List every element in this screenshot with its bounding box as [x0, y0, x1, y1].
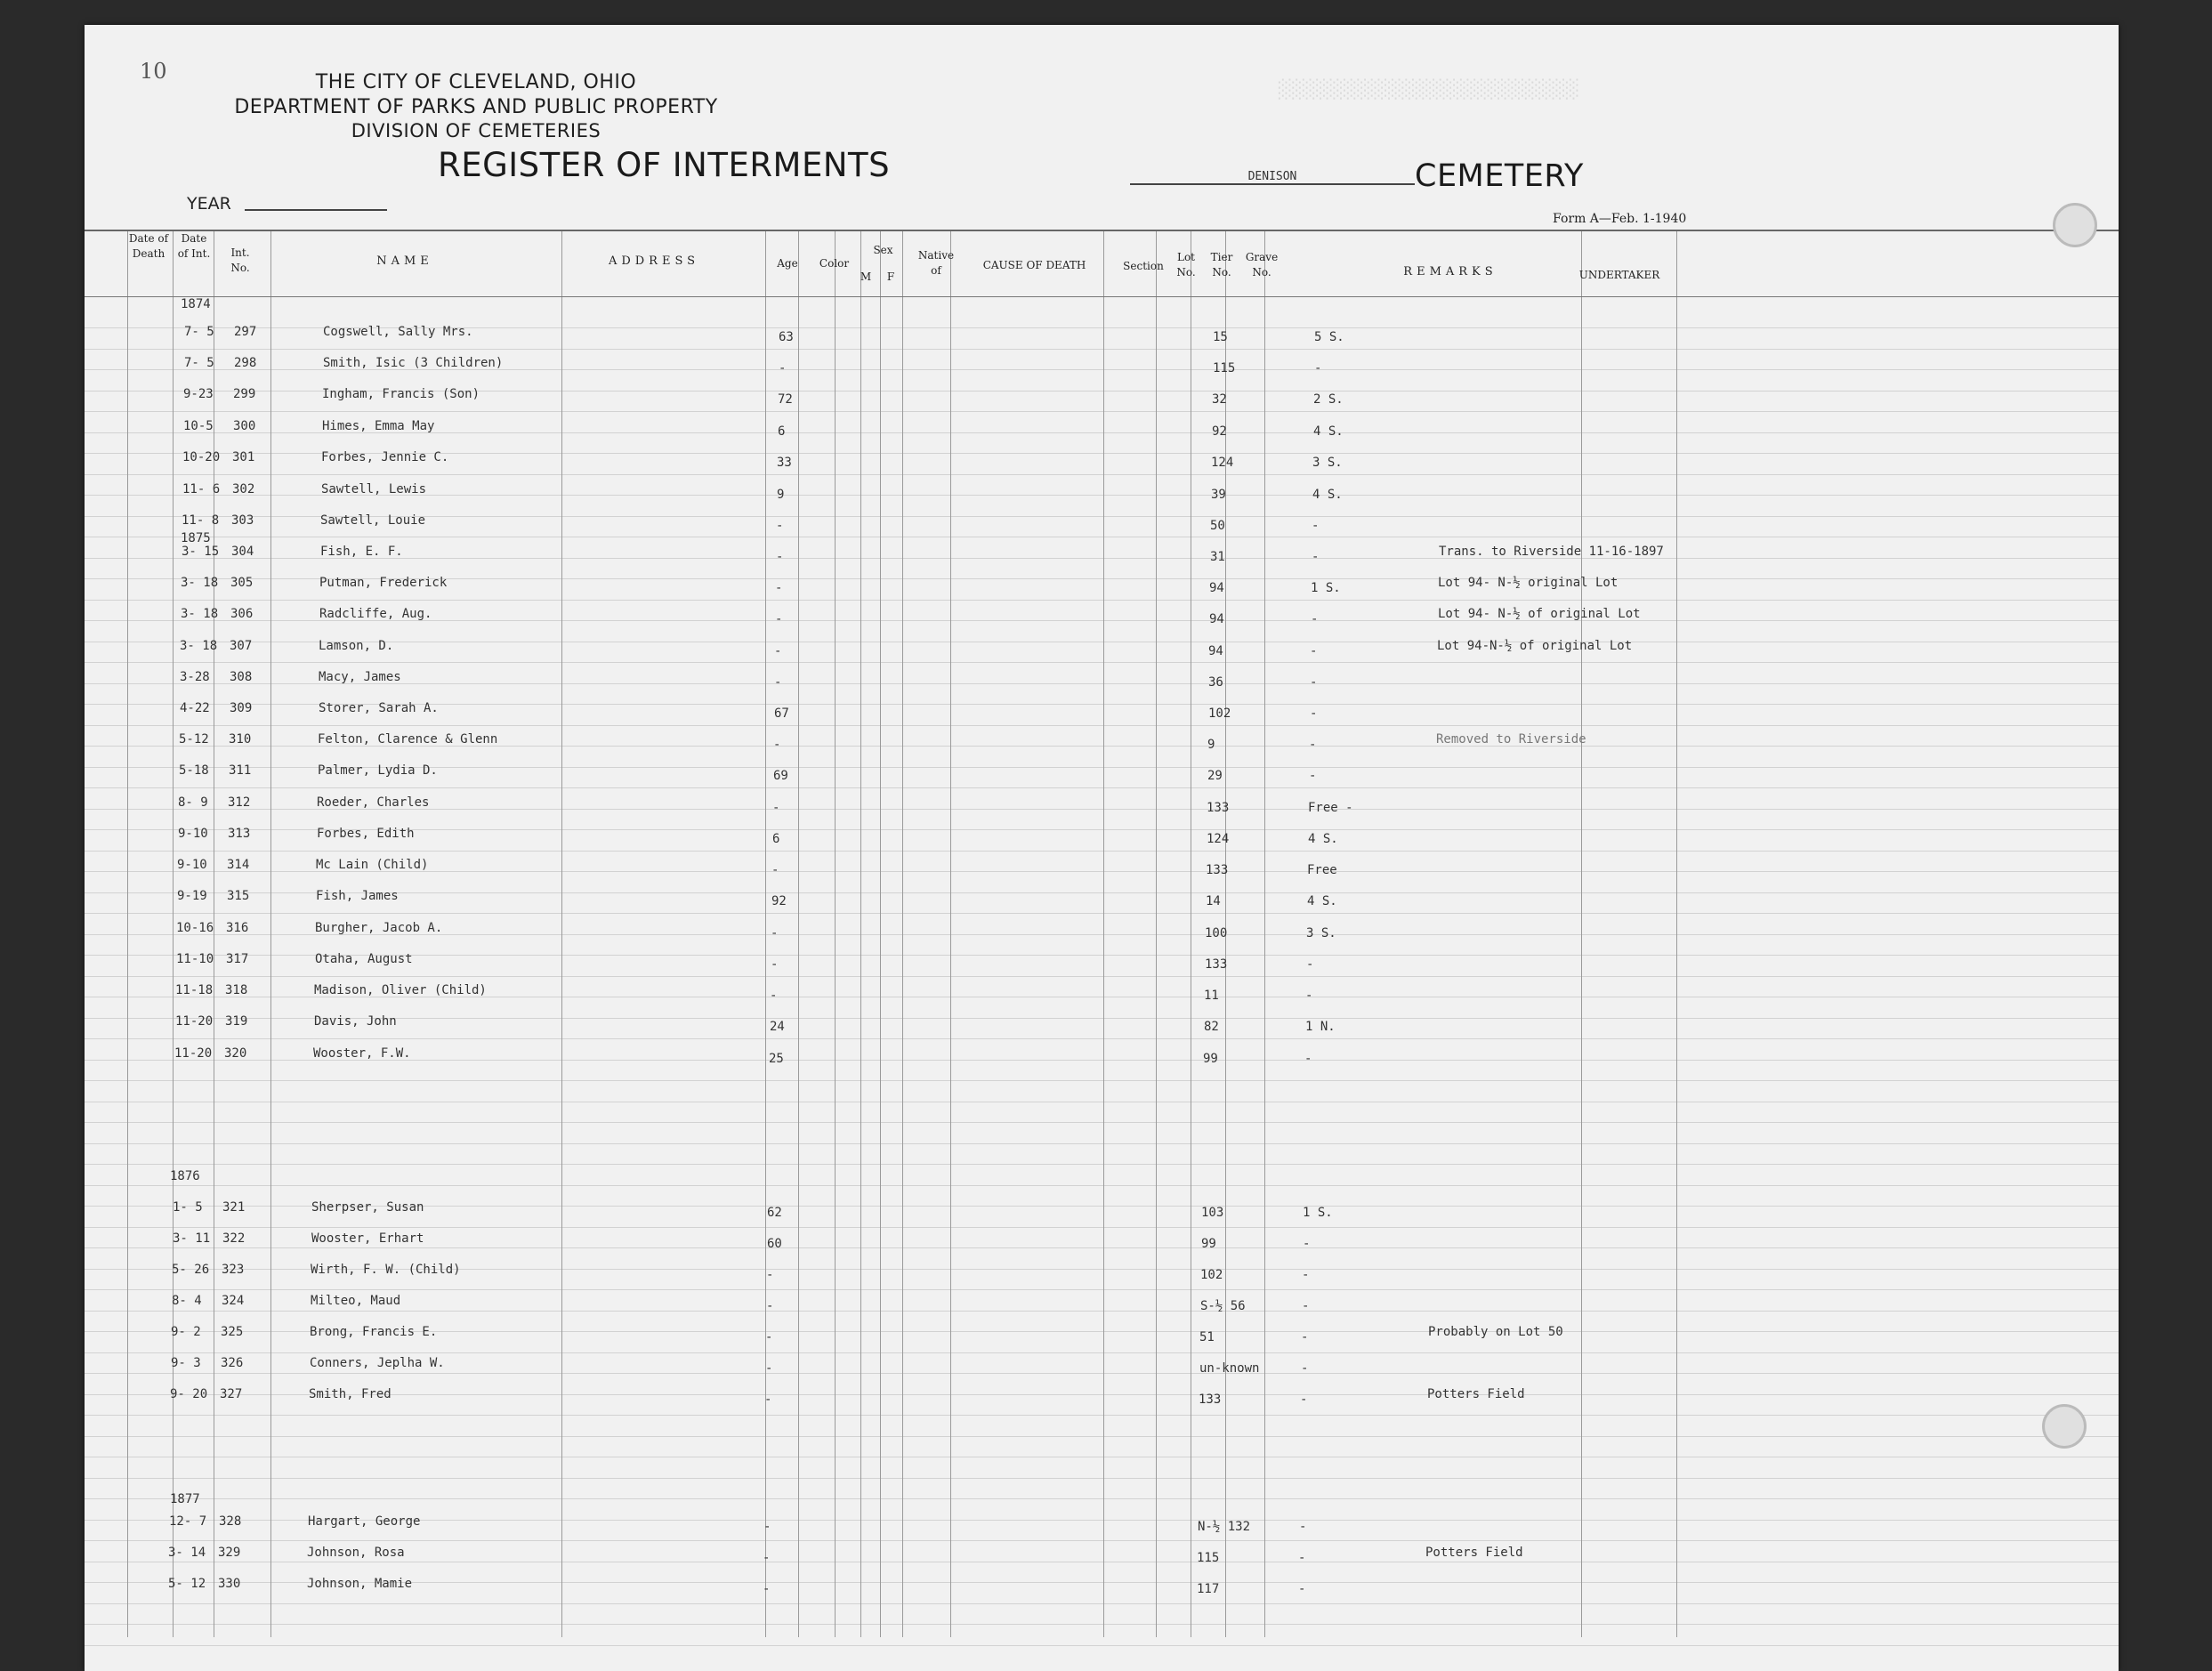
age-value: - [763, 1582, 771, 1596]
date-of-interment: 3- 11 [173, 1231, 211, 1246]
binder-hole [2042, 1404, 2087, 1449]
age-value: 62 [767, 1206, 782, 1220]
interment-number: 322 [222, 1231, 246, 1246]
col-sex: Sex [873, 244, 893, 256]
lot-number: 36 [1208, 675, 1223, 690]
decedent-name: Felton, Clarence & Glenn [318, 732, 498, 747]
col-native-of: Native of [917, 249, 955, 277]
grave-number: Free - [1308, 801, 1353, 815]
lot-number: 31 [1210, 550, 1225, 564]
page-number: 10 [140, 59, 167, 84]
lot-number: 82 [1204, 1020, 1219, 1034]
year-field-line [245, 209, 387, 211]
ledger-line [85, 913, 2119, 914]
age-value: 67 [774, 706, 789, 721]
age-value: - [779, 361, 787, 375]
lot-number: un-known [1199, 1361, 1260, 1376]
age-value: - [771, 863, 779, 877]
interment-number: 303 [231, 513, 254, 528]
header-department: DEPARTMENT OF PARKS AND PUBLIC PROPERTY [234, 96, 718, 118]
ledger-line [85, 600, 2119, 601]
column-divider [561, 231, 562, 1637]
date-of-interment: 11-20 [174, 1046, 213, 1061]
lot-number: 115 [1197, 1551, 1220, 1565]
interment-number: 301 [232, 450, 255, 464]
lot-number: 94 [1208, 644, 1223, 658]
date-of-interment: 9-19 [177, 889, 207, 903]
lot-number: 124 [1211, 456, 1234, 470]
decedent-name: Hargart, George [308, 1514, 421, 1529]
decedent-name: Davis, John [314, 1014, 397, 1029]
decedent-name: Fish, James [316, 889, 399, 903]
decedent-name: Johnson, Rosa [307, 1546, 405, 1560]
date-of-interment: 5- 26 [172, 1263, 210, 1277]
decedent-name: Storer, Sarah A. [319, 701, 439, 715]
lot-number: 100 [1205, 926, 1228, 940]
decedent-name: Wooster, F.W. [313, 1046, 411, 1061]
grave-number: 1 S. [1303, 1206, 1333, 1220]
decedent-name: Mc Lain (Child) [316, 858, 429, 872]
grave-number: - [1311, 612, 1319, 626]
lot-number: 32 [1212, 392, 1227, 407]
interment-number: 325 [221, 1325, 244, 1339]
ledger-line [85, 1247, 2119, 1248]
ledger-line [85, 1122, 2119, 1123]
remarks-text: Potters Field [1425, 1546, 1523, 1560]
col-cause-of-death: CAUSE OF DEATH [982, 259, 1086, 271]
column-divider [127, 231, 128, 1637]
date-of-interment: 3- 14 [168, 1546, 206, 1560]
ledger-line [85, 1352, 2119, 1353]
lot-number: 133 [1199, 1392, 1222, 1407]
date-of-interment: 3-28 [180, 670, 210, 684]
ledger-line [85, 851, 2119, 852]
remarks-text: Lot 94-N-½ of original Lot [1437, 639, 1633, 653]
grave-number: - [1299, 1520, 1307, 1534]
grave-number: 5 S. [1314, 330, 1344, 344]
register-page [85, 25, 2119, 1671]
remarks-text: Lot 94- N-½ original Lot [1438, 576, 1619, 590]
lot-number: 133 [1205, 957, 1228, 972]
col-sex-f: F [886, 270, 895, 283]
date-of-interment: 10-16 [176, 921, 214, 935]
grave-number: - [1306, 957, 1314, 972]
decedent-name: Sherpser, Susan [311, 1200, 424, 1215]
grave-number: - [1312, 550, 1320, 564]
grave-number: 2 S. [1313, 392, 1344, 407]
date-of-interment: 10-5 [183, 419, 214, 433]
col-undertaker: UNDERTAKER [1578, 269, 1660, 281]
grave-number: - [1312, 519, 1320, 533]
decedent-name: Madison, Oliver (Child) [314, 983, 487, 997]
interment-number: 308 [230, 670, 253, 684]
col-remarks: REMARKS [1403, 265, 1498, 278]
ledger-line [85, 1373, 2119, 1374]
grave-number: - [1301, 1330, 1309, 1344]
decedent-name: Johnson, Mamie [307, 1577, 413, 1591]
remarks-text: Trans. to Riverside 11-16-1897 [1439, 545, 1664, 559]
date-of-interment: 10-20 [182, 450, 221, 464]
column-divider [860, 231, 861, 1637]
date-of-interment: 1- 5 [173, 1200, 203, 1215]
date-of-interment: 9-10 [177, 858, 207, 872]
year-marker: 1874 [181, 297, 211, 311]
col-date-of-death: Date of Death [128, 232, 169, 260]
decedent-name: Smith, Fred [309, 1387, 392, 1401]
ledger-line [85, 1436, 2119, 1437]
decedent-name: Brong, Francis E. [310, 1325, 438, 1339]
year-marker: 1875 [181, 531, 211, 545]
column-divider [1264, 231, 1265, 1637]
decedent-name: Ingham, Francis (Son) [322, 387, 480, 401]
date-of-interment: 3- 15 [182, 545, 220, 559]
binder-hole [2053, 203, 2097, 247]
interment-number: 304 [231, 545, 254, 559]
column-divider [950, 231, 951, 1637]
date-of-interment: 4-22 [180, 701, 210, 715]
date-of-interment: 11- 6 [182, 482, 221, 496]
ledger-line [85, 1645, 2119, 1646]
ledger-line [85, 725, 2119, 726]
form-label: Form A—Feb. 1-1940 [1553, 212, 1687, 226]
col-date-of-int: Date of Int. [177, 232, 211, 260]
grave-number: - [1298, 1582, 1306, 1596]
remarks-text: Potters Field [1427, 1387, 1525, 1401]
lot-number: 29 [1207, 769, 1223, 783]
ledger-line [85, 1227, 2119, 1228]
grave-number: 4 S. [1307, 894, 1337, 908]
date-of-interment: 9- 20 [170, 1387, 208, 1401]
column-divider [1103, 231, 1104, 1637]
grave-number: - [1309, 769, 1317, 783]
year-label: YEAR [187, 194, 231, 214]
grave-number: - [1314, 361, 1322, 375]
date-of-interment: 11-10 [176, 952, 214, 966]
age-value: - [776, 519, 784, 533]
date-of-interment: 8- 4 [172, 1294, 202, 1308]
grave-number: Free [1307, 863, 1337, 877]
date-of-interment: 3- 18 [180, 639, 218, 653]
age-value: 24 [770, 1020, 785, 1034]
age-value: 25 [769, 1052, 784, 1066]
date-of-interment: 3- 18 [181, 607, 219, 621]
age-value: 6 [772, 832, 780, 846]
lot-number: 15 [1213, 330, 1228, 344]
lot-number: S-½ 56 [1200, 1299, 1246, 1313]
col-int-no: Int. No. [230, 246, 250, 274]
ledger-line [85, 787, 2119, 788]
lot-number: 124 [1207, 832, 1230, 846]
ledger-line [85, 1415, 2119, 1416]
ledger-line [85, 474, 2119, 475]
grave-number: - [1302, 1299, 1310, 1313]
interment-number: 309 [230, 701, 253, 715]
cemetery-label: CEMETERY [1415, 158, 1584, 194]
grave-number: - [1302, 1268, 1310, 1282]
age-value: - [763, 1551, 771, 1565]
age-value: - [773, 738, 781, 752]
age-value: - [774, 675, 782, 690]
interment-number: 311 [229, 763, 252, 778]
date-of-interment: 5-12 [179, 732, 209, 747]
year-marker: 1877 [170, 1492, 200, 1506]
decedent-name: Forbes, Jennie C. [321, 450, 449, 464]
column-divider [902, 231, 903, 1637]
interment-number: 310 [229, 732, 252, 747]
decedent-name: Lamson, D. [319, 639, 394, 653]
ledger-line [85, 1498, 2119, 1499]
col-name: NAME [376, 254, 433, 268]
grave-number: - [1310, 644, 1318, 658]
decedent-name: Palmer, Lydia D. [318, 763, 438, 778]
interment-number: 328 [219, 1514, 242, 1529]
interment-number: 316 [226, 921, 249, 935]
lot-number: 94 [1209, 581, 1224, 595]
date-of-interment: 11-18 [175, 983, 214, 997]
column-divider [798, 231, 799, 1637]
interment-number: 312 [228, 795, 251, 810]
grave-number: - [1305, 989, 1313, 1003]
age-value: - [765, 1330, 773, 1344]
age-value: 60 [767, 1237, 782, 1251]
age-value: 69 [773, 769, 788, 783]
interment-number: 329 [218, 1546, 241, 1560]
header-bottom-border [85, 296, 2119, 297]
decedent-name: Macy, James [319, 670, 401, 684]
date-of-interment: 7- 5 [184, 356, 214, 370]
col-lot-no: Lot No. [1176, 251, 1196, 278]
grave-number: - [1310, 675, 1318, 690]
ledger-line [85, 1080, 2119, 1081]
decedent-name: Putman, Frederick [319, 576, 448, 590]
grave-number: 3 S. [1306, 926, 1336, 940]
decedent-name: Wirth, F. W. (Child) [311, 1263, 461, 1277]
lot-number: 50 [1210, 519, 1225, 533]
interment-number: 330 [218, 1577, 241, 1591]
date-of-interment: 7- 5 [184, 325, 214, 339]
date-of-interment: 9-10 [178, 827, 208, 841]
date-of-interment: 11- 8 [182, 513, 220, 528]
col-color: Color [819, 257, 850, 270]
date-of-interment: 12- 7 [169, 1514, 207, 1529]
lot-number: 94 [1209, 612, 1224, 626]
interment-number: 307 [230, 639, 253, 653]
date-of-interment: 9-23 [183, 387, 214, 401]
header-division: DIVISION OF CEMETERIES [351, 120, 601, 141]
interment-number: 300 [233, 419, 256, 433]
col-grave-no: Grave No. [1245, 251, 1279, 278]
lot-number: 99 [1203, 1052, 1218, 1066]
page-title: REGISTER OF INTERMENTS [438, 146, 891, 184]
header-top-border [85, 230, 2119, 231]
decedent-name: Sawtell, Louie [320, 513, 426, 528]
col-address: ADDRESS [608, 254, 700, 268]
decedent-name: Otaha, August [315, 952, 413, 966]
year-marker: 1876 [170, 1169, 200, 1183]
date-of-interment: 5-18 [179, 763, 209, 778]
remarks-text: Removed to Riverside [1436, 732, 1586, 747]
lot-number: N-½ 132 [1198, 1520, 1251, 1534]
ledger-line [85, 1603, 2119, 1604]
interment-number: 315 [227, 889, 250, 903]
age-value: 6 [778, 424, 786, 439]
interment-number: 302 [232, 482, 255, 496]
grave-number: 3 S. [1312, 456, 1343, 470]
interment-number: 326 [221, 1356, 244, 1370]
column-divider [1156, 231, 1157, 1637]
age-value: - [764, 1392, 772, 1407]
column-divider [765, 231, 766, 1637]
interment-number: 320 [224, 1046, 247, 1061]
ledger-line [85, 1185, 2119, 1186]
interment-number: 324 [222, 1294, 245, 1308]
interment-number: 313 [228, 827, 251, 841]
decedent-name: Burgher, Jacob A. [315, 921, 443, 935]
age-value: - [766, 1268, 774, 1282]
interment-number: 298 [234, 356, 257, 370]
lot-number: 99 [1201, 1237, 1216, 1251]
lot-number: 92 [1212, 424, 1227, 439]
grave-number: 1 N. [1305, 1020, 1336, 1034]
decedent-name: Wooster, Erhart [311, 1231, 424, 1246]
decedent-name: Himes, Emma May [322, 419, 435, 433]
grave-number: - [1298, 1551, 1306, 1565]
ledger-line [85, 1478, 2119, 1479]
grave-number: - [1303, 1237, 1311, 1251]
ledger-line [85, 1624, 2119, 1625]
column-divider [270, 231, 271, 1637]
date-of-interment: 11-20 [175, 1014, 214, 1029]
col-age: Age [777, 257, 798, 270]
age-value: - [775, 581, 783, 595]
lot-number: 11 [1204, 989, 1219, 1003]
interment-number: 317 [226, 952, 249, 966]
column-divider [1581, 231, 1582, 1637]
lot-number: 51 [1199, 1330, 1215, 1344]
decedent-name: Sawtell, Lewis [321, 482, 427, 496]
date-of-interment: 5- 12 [168, 1577, 206, 1591]
date-of-interment: 3- 18 [181, 576, 219, 590]
lot-number: 14 [1206, 894, 1221, 908]
decedent-name: Cogswell, Sally Mrs. [323, 325, 473, 339]
age-value: - [766, 1299, 774, 1313]
grave-number: - [1309, 738, 1317, 752]
age-value: - [771, 926, 779, 940]
ledger-line [85, 1038, 2119, 1039]
grave-number: 1 S. [1311, 581, 1341, 595]
lot-number: 133 [1206, 863, 1229, 877]
interment-number: 327 [220, 1387, 243, 1401]
ledger-line [85, 349, 2119, 350]
decedent-name: Fish, E. F. [320, 545, 403, 559]
interment-number: 323 [222, 1263, 245, 1277]
lot-number: 39 [1211, 488, 1226, 502]
grave-number: - [1300, 1392, 1308, 1407]
grave-number: - [1310, 706, 1318, 721]
col-section: Section [1123, 260, 1164, 272]
lot-number: 103 [1201, 1206, 1224, 1220]
interment-number: 297 [234, 325, 257, 339]
decedent-name: Conners, Jeplha W. [310, 1356, 445, 1370]
age-value: - [771, 957, 779, 972]
age-value: - [776, 550, 784, 564]
interment-number: 318 [225, 983, 248, 997]
age-value: 63 [779, 330, 794, 344]
lot-number: 102 [1208, 706, 1231, 721]
grave-number: - [1301, 1361, 1309, 1376]
date-of-interment: 9- 3 [171, 1356, 201, 1370]
ledger-line [85, 411, 2119, 412]
cemetery-name: DENISON [1130, 170, 1415, 185]
grave-number: 4 S. [1308, 832, 1338, 846]
decedent-name: Radcliffe, Aug. [319, 607, 432, 621]
decedent-name: Smith, Isic (3 Children) [323, 356, 504, 370]
age-value: - [774, 644, 782, 658]
age-value: 92 [771, 894, 787, 908]
interment-number: 305 [230, 576, 254, 590]
interment-number: 319 [225, 1014, 248, 1029]
lot-number: 9 [1207, 738, 1215, 752]
lot-number: 133 [1207, 801, 1230, 815]
age-value: - [775, 612, 783, 626]
age-value: 72 [778, 392, 793, 407]
column-divider [880, 231, 881, 1637]
decedent-name: Milteo, Maud [311, 1294, 401, 1308]
ledger-line [85, 1311, 2119, 1312]
lot-number: 117 [1197, 1582, 1220, 1596]
ledger-line [85, 1143, 2119, 1144]
interment-number: 299 [233, 387, 256, 401]
date-of-interment: 9- 2 [171, 1325, 201, 1339]
interment-number: 306 [230, 607, 254, 621]
column-divider [1676, 231, 1677, 1637]
remarks-text: Probably on Lot 50 [1428, 1325, 1563, 1339]
lot-number: 102 [1200, 1268, 1223, 1282]
bleed-through-text: ░░░░░░░░░░░░░░░░░░░░░░ [1277, 78, 1578, 100]
col-sex-m: M [860, 270, 872, 283]
age-value: - [763, 1520, 771, 1534]
ledger-line [85, 1164, 2119, 1165]
decedent-name: Roeder, Charles [317, 795, 430, 810]
lot-number: 115 [1213, 361, 1236, 375]
ledger-line [85, 662, 2119, 663]
grave-number: - [1304, 1052, 1312, 1066]
remarks-text: Lot 94- N-½ of original Lot [1438, 607, 1641, 621]
grave-number: 4 S. [1313, 424, 1344, 439]
col-tier-no: Tier No. [1210, 251, 1233, 278]
ledger-line [85, 1540, 2119, 1541]
date-of-interment: 8- 9 [178, 795, 208, 810]
age-value: 33 [777, 456, 792, 470]
age-value: - [772, 801, 780, 815]
grave-number: 4 S. [1312, 488, 1343, 502]
ledger-line [85, 1289, 2119, 1290]
decedent-name: Forbes, Edith [317, 827, 415, 841]
header-city: THE CITY OF CLEVELAND, OHIO [315, 71, 637, 93]
age-value: 9 [777, 488, 785, 502]
column-divider [835, 231, 836, 1637]
ledger-line [85, 976, 2119, 977]
age-value: - [770, 989, 778, 1003]
age-value: - [765, 1361, 773, 1376]
interment-number: 321 [222, 1200, 246, 1215]
interment-number: 314 [227, 858, 250, 872]
column-divider [173, 231, 174, 1637]
